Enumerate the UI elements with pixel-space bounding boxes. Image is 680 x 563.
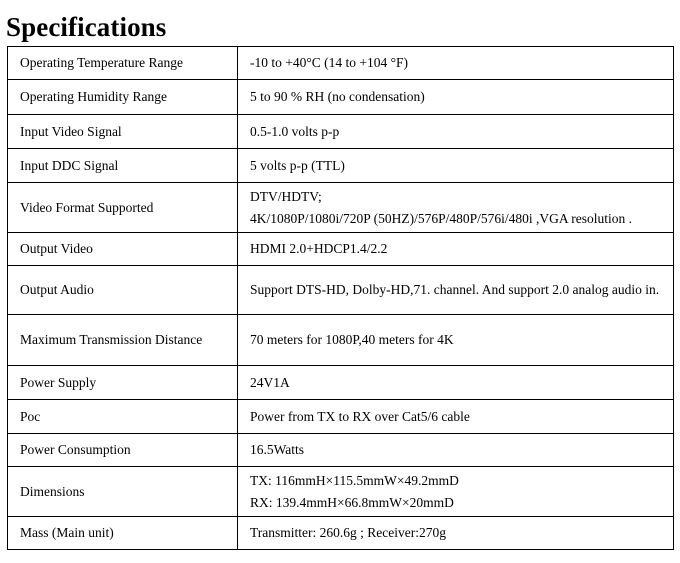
table-row	[8, 366, 674, 400]
spec-label: Power Consumption	[8, 434, 238, 467]
table-row	[8, 266, 674, 315]
spec-value-line: 4K/1080P/1080i/720P (50HZ)/576P/480P/576i/480i ,VGA resolution .	[250, 210, 633, 226]
spec-value	[238, 233, 674, 266]
spec-value-line: Support DTS-HD, Dolby-HD,71. channel. And support 2.0 analog audio in.	[250, 282, 660, 297]
spec-value-line: 16.5Watts	[250, 442, 305, 457]
spec-value-line: -10 to +40°C (14 to +104 °F)	[250, 55, 409, 70]
spec-value-line: DTV/HDTV;	[250, 188, 322, 204]
spec-value-line: 5 volts p-p (TTL)	[250, 157, 345, 173]
spec-value	[238, 80, 674, 115]
spec-label: Input DDC Signal	[8, 149, 238, 183]
spec-value-line: 5 to 90 % RH (no condensation)	[250, 89, 425, 104]
spec-value	[238, 47, 674, 80]
spec-label: Dimensions	[8, 467, 238, 517]
spec-value	[238, 366, 674, 400]
table-row	[8, 115, 674, 149]
table-row	[8, 517, 674, 550]
spec-value	[238, 183, 674, 233]
table-row	[8, 149, 674, 183]
spec-value	[238, 517, 674, 550]
spec-value-line: TX: 116mmH×115.5mmW×49.2mmD	[250, 472, 459, 488]
spec-label: Power Supply	[8, 366, 238, 400]
table-row	[8, 80, 674, 115]
table-row	[8, 47, 674, 80]
spec-label: Maximum Transmission Distance	[8, 315, 238, 366]
spec-value	[238, 115, 674, 149]
spec-value-line: RX: 139.4mmH×66.8mmW×20mmD	[250, 494, 454, 510]
spec-label: Output Audio	[8, 266, 238, 315]
table-row	[8, 315, 674, 366]
spec-label: Operating Temperature Range	[8, 47, 238, 80]
spec-value-line: HDMI 2.0+HDCP1.4/2.2	[250, 241, 388, 256]
spec-value-line: 24V1A	[250, 374, 290, 390]
spec-value	[238, 400, 674, 434]
spec-value-line: 0.5-1.0 volts p-p	[250, 123, 340, 139]
table-row	[8, 233, 674, 266]
spec-value	[238, 315, 674, 366]
spec-value-line: Transmitter: 260.6g ; Receiver:270g	[250, 525, 446, 540]
table-row	[8, 467, 674, 517]
spec-label: Input Video Signal	[8, 115, 238, 149]
page-title: Specifications	[6, 12, 167, 42]
spec-label: Poc	[8, 400, 238, 434]
spec-value	[238, 434, 674, 467]
specifications-table	[7, 46, 674, 550]
table-row	[8, 434, 674, 467]
spec-value	[238, 266, 674, 315]
spec-label: Operating Humidity Range	[8, 80, 238, 115]
table-row	[8, 183, 674, 233]
spec-value	[238, 467, 674, 517]
spec-value	[238, 149, 674, 183]
spec-value-line: 70 meters for 1080P,40 meters for 4K	[250, 332, 454, 347]
spec-label: Output Video	[8, 233, 238, 266]
table-row	[8, 400, 674, 434]
spec-value-line: Power from TX to RX over Cat5/6 cable	[250, 408, 470, 424]
spec-label: Video Format Supported	[8, 183, 238, 233]
spec-label: Mass (Main unit)	[8, 517, 238, 550]
